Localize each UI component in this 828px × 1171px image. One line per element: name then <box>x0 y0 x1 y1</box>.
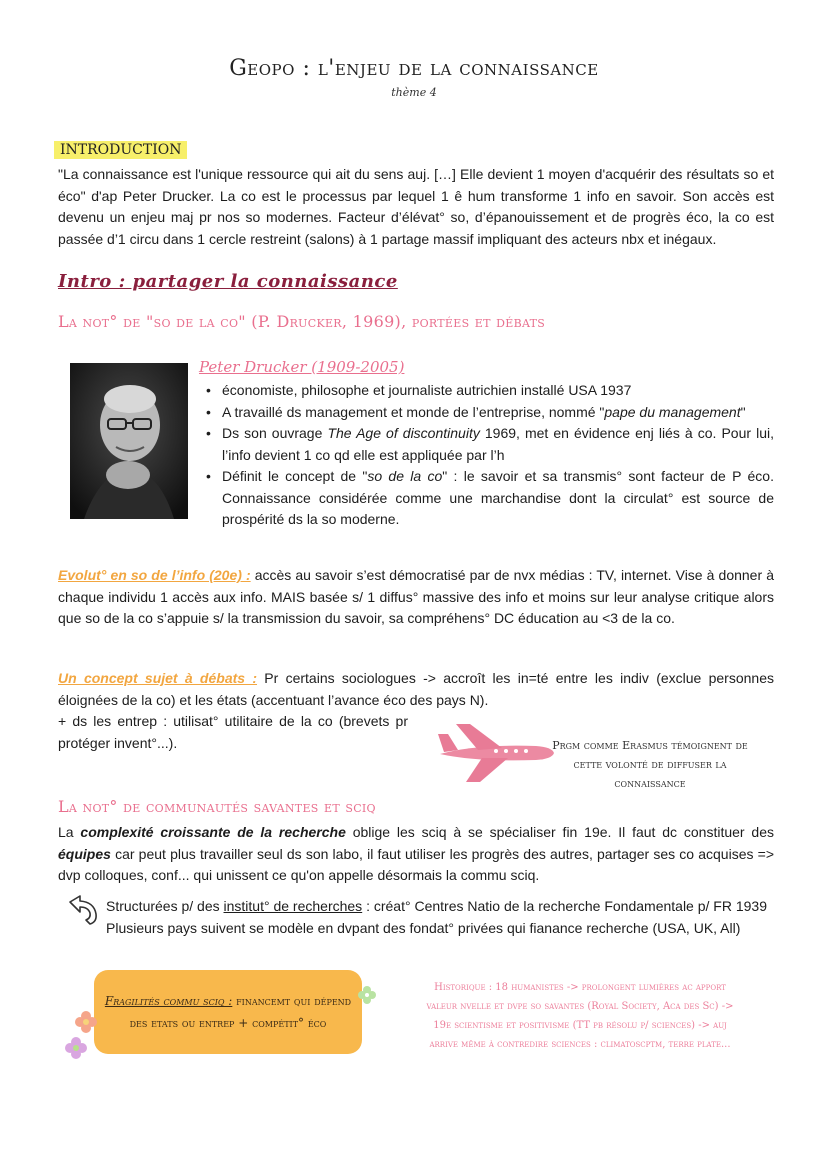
flower-icon <box>358 986 376 1004</box>
drucker-bullet-list <box>222 380 774 531</box>
evolution-paragraph: Evolut° en so de l’info (20e) : accès au savoir s’est démocratisé par de nvx médias : TV, internet. Vise à donner à chaque individu 1 accès aux info. MAIS basée s/ 1 diffus° massive des info et moins sur leur analyse critique alors que so de la co s’appuie s/ la transmission du savoir, sa compréhens° DC éducation au <3 de la co. <box>58 567 774 626</box>
entrep-text: + ds les entrep : utilisat° utilitaire de la co (brevets pr protéger invent°...). <box>58 713 408 751</box>
bullet-item: • économiste, philosophe et journaliste autrichien installé USA 1937 <box>222 380 774 402</box>
airplane-icon <box>436 720 556 784</box>
drucker-photo <box>70 363 188 519</box>
section-heading-commu: La not° de communautés savantes et sciq <box>58 797 376 816</box>
structure-paragraph: Structurées p/ des institut° de recherches : créat° Centres Natio de la recherche Fondamentale p/ FR 1939 Plusieurs pays suivent se modèle en dvpant des fondat° privées qui fianance recherche (USA, UK, All) <box>106 898 767 936</box>
person-name: Peter Drucker (1909-2005) <box>199 358 405 376</box>
portrait-image <box>70 363 188 519</box>
concept-label: Un concept sujet à débats : <box>58 670 258 686</box>
introduction-label: INTRODUCTION <box>54 141 187 159</box>
bullet-item: • Définit le concept de "so de la co" : le savoir et sa transmis° sont facteur de P éco. Connaissance considérée comme une marchandise dont la circulat° est source de prospérité ds la so moderne. <box>222 466 774 531</box>
concept-paragraph: Un concept sujet à débats : Pr certains sociologues -> accroît les in=té entre les indiv (exclue personnes éloignées de la co) et les états (accentuant l’avance éco des pays N). <box>58 670 774 708</box>
bullet-item: • Ds son ouvrage The Age of discontinuity 1969, met en évidence enj liés à co. Pour lui, l’info devient 1 co qd elle est appliquée par l’h <box>222 423 774 466</box>
curved-arrow-icon <box>66 894 100 926</box>
section-heading-main: Intro : partager la connaissance <box>58 271 398 292</box>
flower-icon <box>64 1036 88 1060</box>
history-note: Historique : 18 humanistes -> prolongent lumières ac apport valeur nvelle et dvpe so savantes (Royal Society, Aca des Sc) -> 19e scientisme et positivisme (TT pb résolu p/ sciences) -> auj arrive même à contredire sciences : climatoscptm, terre plate... <box>426 982 734 1050</box>
introduction-text: "La connaissance est l'unique ressource qui ait du sens auj. […] Elle devient 1 moyen d'acquérir des résultats so et éco" d'ap Peter Drucker. La co est le processus par lequel 1 ê hum transforme 1 info en savoir. Son accès est devenu un enjeu maj pr nos so modernes. Facteur d’élévat° so, d’épanouissement et de progrès éco, la co est passée d’1 circu dans 1 cercle restreint (salons) à 1 partage massif impliquant des acteurs nbx et inégaux. <box>58 166 774 247</box>
commu-paragraph: La complexité croissante de la recherche oblige les sciq à se spécialiser fin 19e. Il faut dc constituer des équipes car peut plus travailler seul ds son labo, il faut utiliser les progrès des autres, partager ses co acquises => dvp colloques, conf... qui unissent ce qu'on appelle désormais la commu sciq. <box>58 824 774 883</box>
page-subtitle: thème 4 <box>391 86 437 99</box>
flower-icon <box>74 1010 98 1034</box>
erasmus-note: Prgm comme Erasmus témoignent de cette volonté de diffuser la connaissance <box>552 739 748 790</box>
fragility-text: Fragilités commu sciq : financemt qui dépend des etats ou entrep + compétit° éco <box>104 994 352 1030</box>
page-title: Geopo : l'enjeu de la connaissance <box>229 56 599 81</box>
bullet-item: • A travaillé ds management et monde de l’entreprise, nommé "pape du management" <box>222 402 774 424</box>
section-heading-notion: La not° de "so de la co" (P. Drucker, 1969), portées et débats <box>58 312 546 331</box>
evolution-label: Evolut° en so de l’info (20e) : <box>58 567 251 583</box>
